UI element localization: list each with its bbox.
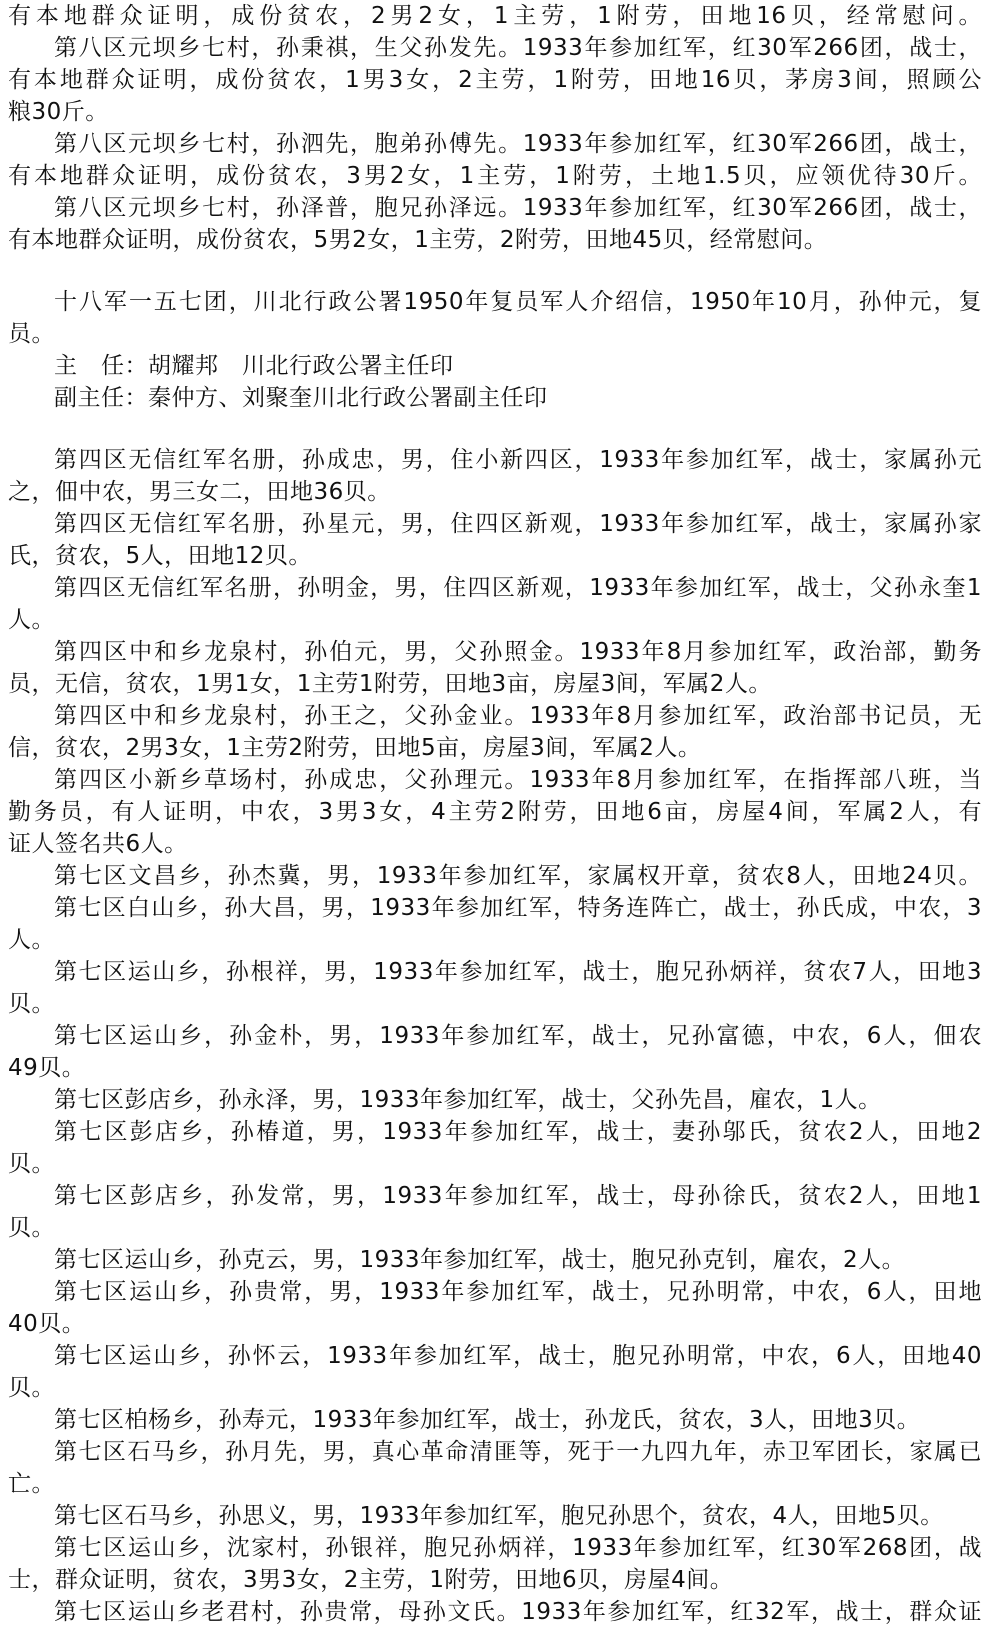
text-line: 粮30斤。 bbox=[8, 99, 109, 125]
text-line: 第七区运山乡老君村，孙贵常，母孙文氏。1933年参加红军，红32军，战士，群众证 bbox=[54, 1599, 982, 1625]
text-line: 信，贫农，2男3女，1主劳2附劳，田地5亩，房屋3间，军属2人。 bbox=[8, 735, 702, 761]
text-line: 第七区运山乡，孙贵常，男，1933年参加红军，战士，兄孙明常，中农，6人，田地 bbox=[54, 1279, 982, 1305]
text-line: 第七区白山乡，孙大昌，男，1933年参加红军，特务连阵亡，战士，孙氏成，中农，3 bbox=[54, 895, 982, 921]
text-line: 员，无信，贫农，1男1女，1主劳1附劳，田地3亩，房屋3间，军属2人。 bbox=[8, 671, 772, 697]
text-line: 第七区彭店乡，孙永泽，男，1933年参加红军，战士，父孙先昌，雇农，1人。 bbox=[54, 1087, 882, 1113]
text-line: 第四区无信红军名册，孙明金，男，住四区新观，1933年参加红军，战士，父孙永奎1 bbox=[54, 575, 982, 601]
text-line: 第八区元坝乡七村，孙秉祺，生父孙发先。1933年参加红军，红30军266团，战士， bbox=[54, 35, 982, 61]
text-line: 第七区彭店乡，孙发常，男，1933年参加红军，战士，母孙徐氏，贫农2人，田地1 bbox=[54, 1183, 982, 1209]
section-3-red-army-roster bbox=[8, 444, 982, 1628]
text-line: 员。 bbox=[8, 321, 55, 347]
text-line: 之，佃中农，男三女二，田地36贝。 bbox=[8, 479, 391, 505]
section-gap bbox=[8, 414, 982, 444]
text-line: 第七区文昌乡，孙杰冀，男，1933年参加红军，家属权开章，贫农8人，田地24贝。 bbox=[54, 863, 982, 889]
text-line: 人。 bbox=[8, 927, 55, 953]
text-line: 士，群众证明，贫农，3男3女，2主劳，1附劳，田地6贝，房屋4间。 bbox=[8, 1567, 734, 1593]
text-line: 亡。 bbox=[8, 1471, 55, 1497]
text-line: 贝。 bbox=[8, 991, 55, 1017]
section-2-demobilization-letter bbox=[8, 286, 982, 414]
text-line: 第八区元坝乡七村，孙泽普，胞兄孙泽远。1933年参加红军，红30军266团，战士， bbox=[54, 195, 982, 221]
text-line: 第七区运山乡，孙金朴，男，1933年参加红军，战士，兄孙富德，中农，6人，佃农 bbox=[54, 1023, 982, 1049]
text-line: 第七区运山乡，孙克云，男，1933年参加红军，战士，胞兄孙克钊，雇农，2人。 bbox=[54, 1247, 906, 1273]
text-line: 氏，贫农，5人，田地12贝。 bbox=[8, 543, 312, 569]
text-line: 第七区运山乡，沈家村，孙银祥，胞兄孙炳祥，1933年参加红军，红30军268团，战 bbox=[54, 1535, 982, 1561]
text-line: 有本地群众证明，成份贫农，1男3女，2主劳，1附劳，田地16贝，茅房3间，照顾公 bbox=[8, 67, 982, 93]
text-line: 十八军一五七团，川北行政公署1950年复员军人介绍信，1950年10月，孙仲元，复 bbox=[54, 289, 982, 315]
text-line: 人。 bbox=[8, 607, 55, 633]
text-line: 第七区运山乡，孙怀云，1933年参加红军，战士，胞兄孙明常，中农，6人，田地40 bbox=[54, 1343, 982, 1369]
signature-line: 副主任：秦仲方、刘聚奎川北行政公署副主任印 bbox=[54, 385, 548, 411]
text-line: 第七区柏杨乡，孙寿元，1933年参加红军，战士，孙龙氏，贫农，3人，田地3贝。 bbox=[54, 1407, 921, 1433]
text-line: 贝。 bbox=[8, 1215, 55, 1241]
text-line: 有本地群众证明，成份贫农，3男2女，1主劳，1附劳，土地1.5贝，应领优待30斤。 bbox=[8, 163, 982, 189]
signature-line: 主 任：胡耀邦 川北行政公署主任印 bbox=[54, 353, 454, 379]
text-line: 第七区石马乡，孙思义，男，1933年参加红军，胞兄孙思个，贫农，4人，田地5贝。 bbox=[54, 1503, 944, 1529]
text-line: 第四区无信红军名册，孙星元，男，住四区新观，1933年参加红军，战士，家属孙家 bbox=[54, 511, 982, 537]
text-line: 第七区彭店乡，孙椿道，男，1933年参加红军，战士，妻孙邬氏，贫农2人，田地2 bbox=[54, 1119, 982, 1145]
text-line: 40贝。 bbox=[8, 1311, 86, 1337]
text-line: 证人签名共6人。 bbox=[8, 831, 188, 857]
text-line: 第四区无信红军名册，孙成忠，男，住小新四区，1933年参加红军，战士，家属孙元 bbox=[54, 447, 982, 473]
text-line: 第四区中和乡龙泉村，孙王之，父孙金业。1933年8月参加红军，政治部书记员，无 bbox=[54, 703, 982, 729]
text-line: 有本地群众证明，成份贫农，5男2女，1主劳，2附劳，田地45贝，经常慰问。 bbox=[8, 227, 828, 253]
text-line: 49贝。 bbox=[8, 1055, 86, 1081]
text-line: 第四区中和乡龙泉村，孙伯元，男，父孙照金。1933年8月参加红军，政治部，勤务 bbox=[54, 639, 982, 665]
text-line: 第七区石马乡，孙月先，男，真心革命清匪等，死于一九四九年，赤卫军团长，家属已 bbox=[54, 1439, 982, 1465]
text-line: 有本地群众证明，成份贫农，2男2女，1主劳，1附劳，田地16贝，经常慰问。 bbox=[8, 3, 982, 29]
section-gap bbox=[8, 256, 982, 286]
text-line: 勤务员，有人证明，中农，3男3女，4主劳2附劳，田地6亩，房屋4间，军属2人，有 bbox=[8, 799, 982, 825]
text-line: 第七区运山乡，孙根祥，男，1933年参加红军，战士，胞兄孙炳祥，贫农7人，田地3 bbox=[54, 959, 982, 985]
text-line: 第八区元坝乡七村，孙泗先，胞弟孙傅先。1933年参加红军，红30军266团，战士， bbox=[54, 131, 982, 157]
text-line: 第四区小新乡草场村，孙成忠，父孙理元。1933年8月参加红军，在指挥部八班，当 bbox=[54, 767, 982, 793]
text-line: 贝。 bbox=[8, 1375, 55, 1401]
section-1-records bbox=[8, 0, 982, 256]
text-line: 贝。 bbox=[8, 1151, 55, 1177]
